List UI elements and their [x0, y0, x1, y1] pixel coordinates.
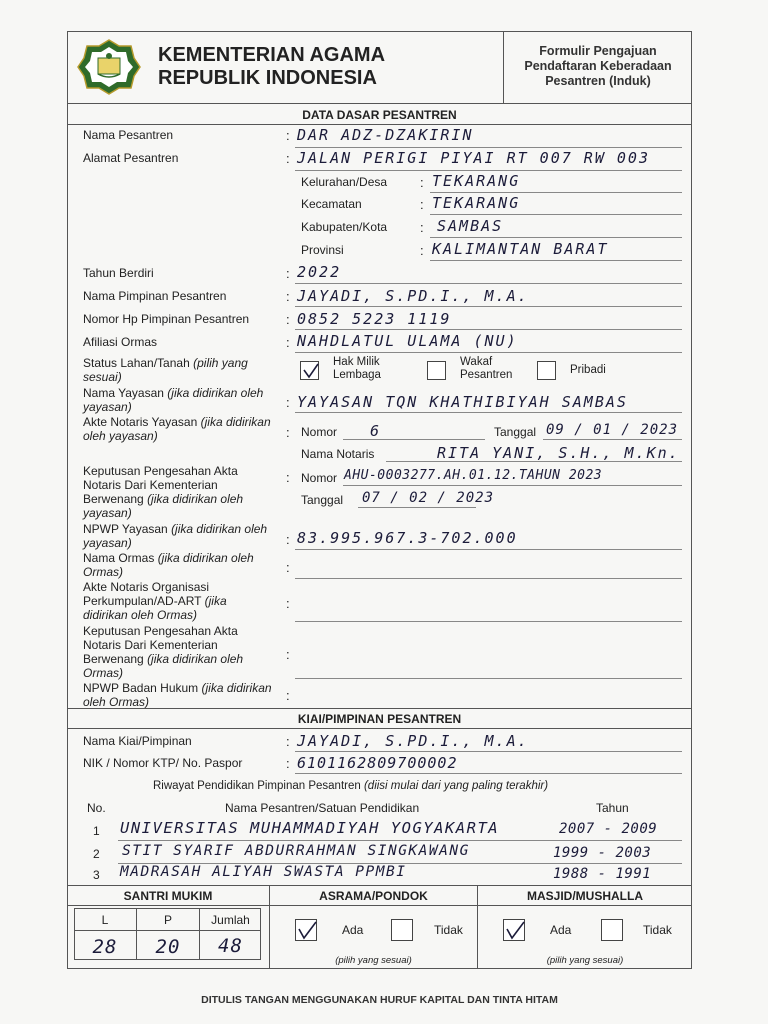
- label-nama-ormas: Nama Ormas: [83, 551, 155, 565]
- label-npwp-yayasan-note: (jika didirikan oleh yayasan): [83, 522, 268, 550]
- value-nomor-hp[interactable]: 0852 5223 1119: [297, 310, 452, 328]
- label-keputusan-yayasan: Keputusan Pengesahan Akta Notaris Dari Kementerian Berwenang: [83, 464, 238, 506]
- option-hak-milik-line1: Hak Milik: [333, 356, 380, 368]
- footer-note: DITULIS TANGAN MENGGUNAKAN HURUF KAPITAL DAN TINTA HITAM: [201, 994, 558, 1006]
- label-kecamatan: Kecamatan: [301, 197, 362, 211]
- section-title-kiai: KIAI/PIMPINAN PESANTREN: [297, 712, 462, 726]
- value-nama-yayasan[interactable]: YAYASAN TQN KHATHIBIYAH SAMBAS: [297, 393, 628, 411]
- section-title-santri: SANTRI MUKIM: [123, 889, 213, 903]
- value-nama-pimpinan[interactable]: JAYADI, S.PD.I., M.A.: [297, 287, 529, 305]
- label-nama-ormas-note: (jika didirikan oleh Ormas): [83, 551, 254, 579]
- col-header-no: No.: [87, 801, 106, 815]
- checkbox-hak-milik[interactable]: [300, 361, 319, 380]
- label-nomor-akte: Nomor: [301, 425, 338, 439]
- value-kecamatan[interactable]: TEKARANG: [432, 194, 521, 212]
- label-nomor-keputusan: Nomor: [301, 471, 338, 485]
- label-nomor-hp: Nomor Hp Pimpinan Pesantren: [83, 312, 250, 326]
- field-nama-ormas[interactable]: [295, 578, 682, 579]
- edu-row-no: 2: [93, 847, 100, 861]
- value-nik[interactable]: 6101162809700002: [297, 754, 458, 772]
- label-nama-yayasan-note: (jika didirikan oleh yayasan): [83, 386, 264, 414]
- value-tanggal-keputusan[interactable]: 07 / 02 / 2023: [362, 490, 495, 506]
- riwayat-title: Riwayat Pendidikan Pimpinan Pesantren: [153, 780, 361, 792]
- checkbox-wakaf[interactable]: [427, 361, 446, 380]
- label-nama-pimpinan: Nama Pimpinan Pesantren: [83, 289, 227, 303]
- label-kelurahan: Kelurahan/Desa: [301, 175, 388, 189]
- option-hak-milik-line2: Lembaga: [333, 369, 381, 381]
- label-akte-notaris-yayasan-note: (jika didirikan oleh yayasan): [83, 415, 271, 443]
- asrama-note: (pilih yang sesuai): [335, 955, 412, 966]
- ministry-name-line2: REPUBLIK INDONESIA: [158, 67, 377, 89]
- label-status-lahan: Status Lahan/Tanah: [83, 356, 190, 370]
- value-provinsi[interactable]: KALIMANTAN BARAT: [432, 240, 609, 258]
- option-pribadi: Pribadi: [570, 364, 606, 376]
- section-title-asrama: ASRAMA/PONDOK: [319, 889, 428, 903]
- col-header-l: L: [101, 913, 109, 927]
- section-title-masjid: MASJID/MUSHALLA: [527, 889, 643, 903]
- edu-row-tahun[interactable]: 1988 - 1991: [553, 866, 652, 882]
- edu-row-nama[interactable]: UNIVERSITAS MUHAMMADIYAH YOGYAKARTA: [120, 819, 500, 837]
- edu-row-tahun[interactable]: 1999 - 2003: [553, 845, 652, 861]
- check-mark-icon: [504, 920, 526, 942]
- value-santri-jumlah[interactable]: 48: [218, 935, 243, 957]
- label-akte-notaris-yayasan: Akte Notaris Yayasan: [83, 415, 198, 429]
- label-npwp-badan-note: (jika didirikan oleh Ormas): [83, 681, 272, 709]
- check-mark-icon: [296, 920, 318, 942]
- value-kelurahan[interactable]: TEKARANG: [432, 172, 521, 190]
- label-keputusan-ormas: Keputusan Pengesahan Akta Notaris Dari Kementerian Berwenang: [83, 624, 238, 666]
- form-title-line3: Pesantren (Induk): [545, 74, 651, 88]
- value-alamat-pesantren[interactable]: JALAN PERIGI PIYAI RT 007 RW 003: [297, 149, 650, 167]
- label-npwp-yayasan: NPWP Yayasan: [83, 522, 168, 536]
- label-nama-notaris: Nama Notaris: [301, 447, 375, 461]
- edu-row-nama[interactable]: STIT SYARIF ABDURRAHMAN SINGKAWANG: [122, 843, 470, 859]
- field-keputusan-ormas[interactable]: [295, 678, 682, 679]
- edu-row-nama[interactable]: MADRASAH ALIYAH SWASTA PPMBI: [120, 864, 407, 880]
- value-nama-pesantren[interactable]: DAR ADZ-DZAKIRIN: [297, 126, 474, 144]
- checkbox-pribadi[interactable]: [537, 361, 556, 380]
- masjid-note: (pilih yang sesuai): [546, 955, 624, 966]
- edu-row-no: 1: [93, 824, 100, 838]
- ministry-logo: [76, 38, 142, 96]
- option-masjid-ada: Ada: [550, 923, 572, 937]
- checkbox-asrama-ada[interactable]: [295, 919, 317, 941]
- label-nama-kiai: Nama Kiai/Pimpinan: [83, 734, 192, 748]
- edu-row-tahun[interactable]: 2007 - 2009: [559, 821, 658, 837]
- label-akte-ormas-note: (jika didirikan oleh Ormas): [83, 594, 227, 622]
- value-kabupaten[interactable]: SAMBAS: [437, 217, 504, 235]
- value-npwp-yayasan[interactable]: 83.995.967.3-702.000: [297, 529, 518, 547]
- value-nomor-akte[interactable]: 6: [370, 422, 382, 440]
- checkbox-masjid-tidak[interactable]: [601, 919, 623, 941]
- riwayat-note: (diisi mulai dari yang paling terakhir): [363, 780, 549, 792]
- option-wakaf-line1: Wakaf: [460, 356, 493, 368]
- col-header-jumlah: Jumlah: [211, 913, 250, 927]
- label-keputusan-yayasan-note: (jika didirikan oleh yayasan): [83, 492, 244, 520]
- edu-row-no: 3: [93, 868, 100, 882]
- checkbox-asrama-tidak[interactable]: [391, 919, 413, 941]
- option-wakaf-line2: Pesantren: [460, 369, 513, 381]
- label-kabupaten: Kabupaten/Kota: [301, 220, 388, 234]
- option-asrama-ada: Ada: [342, 923, 364, 937]
- label-keputusan-ormas-note: (jika didirikan oleh Ormas): [83, 652, 244, 680]
- value-tanggal-akte[interactable]: 09 / 01 / 2023: [546, 422, 679, 438]
- value-afiliasi-ormas[interactable]: NAHDLATUL ULAMA (NU): [297, 332, 518, 350]
- value-nama-notaris[interactable]: RITA YANI, S.H., M.Kn.: [437, 444, 680, 462]
- label-tanggal-keputusan: Tanggal: [301, 493, 344, 507]
- form-title-line1: Formulir Pengajuan: [539, 44, 657, 58]
- label-afiliasi-ormas: Afiliasi Ormas: [83, 335, 158, 349]
- check-mark-icon: [301, 362, 320, 381]
- value-nomor-keputusan[interactable]: AHU-0003277.AH.01.12.TAHUN 2023: [344, 468, 603, 483]
- label-nik: NIK / Nomor KTP/ No. Paspor: [83, 756, 243, 770]
- form-title-line2: Pendaftaran Keberadaan: [524, 59, 672, 73]
- label-tanggal-akte: Tanggal: [494, 425, 537, 439]
- label-nama-pesantren: Nama Pesantren: [83, 128, 174, 142]
- label-alamat-pesantren: Alamat Pesantren: [83, 151, 179, 165]
- value-santri-l[interactable]: 28: [92, 936, 118, 958]
- value-tahun-berdiri[interactable]: 2022: [297, 263, 342, 281]
- label-nama-yayasan: Nama Yayasan: [83, 386, 164, 400]
- ministry-name-line1: KEMENTERIAN AGAMA: [158, 44, 386, 66]
- label-provinsi: Provinsi: [301, 243, 344, 257]
- value-nama-kiai[interactable]: JAYADI, S.PD.I., M.A.: [297, 732, 529, 750]
- label-npwp-badan: NPWP Badan Hukum: [83, 681, 199, 695]
- option-asrama-tidak: Tidak: [434, 923, 463, 937]
- section-title-data-dasar: DATA DASAR PESANTREN: [302, 108, 457, 122]
- label-status-lahan-note: (pilih yang sesuai): [83, 356, 248, 384]
- label-akte-ormas: Akte Notaris Organisasi Perkumpulan/AD-ART: [83, 580, 210, 608]
- option-masjid-tidak: Tidak: [643, 923, 672, 937]
- col-header-p: P: [163, 913, 172, 927]
- col-header-tahun: Tahun: [596, 801, 629, 815]
- checkbox-masjid-ada[interactable]: [503, 919, 525, 941]
- col-header-nama: Nama Pesantren/Satuan Pendidikan: [225, 801, 420, 815]
- value-santri-p[interactable]: 20: [155, 936, 181, 958]
- field-akte-ormas[interactable]: [295, 621, 682, 622]
- label-tahun-berdiri: Tahun Berdiri: [83, 266, 154, 280]
